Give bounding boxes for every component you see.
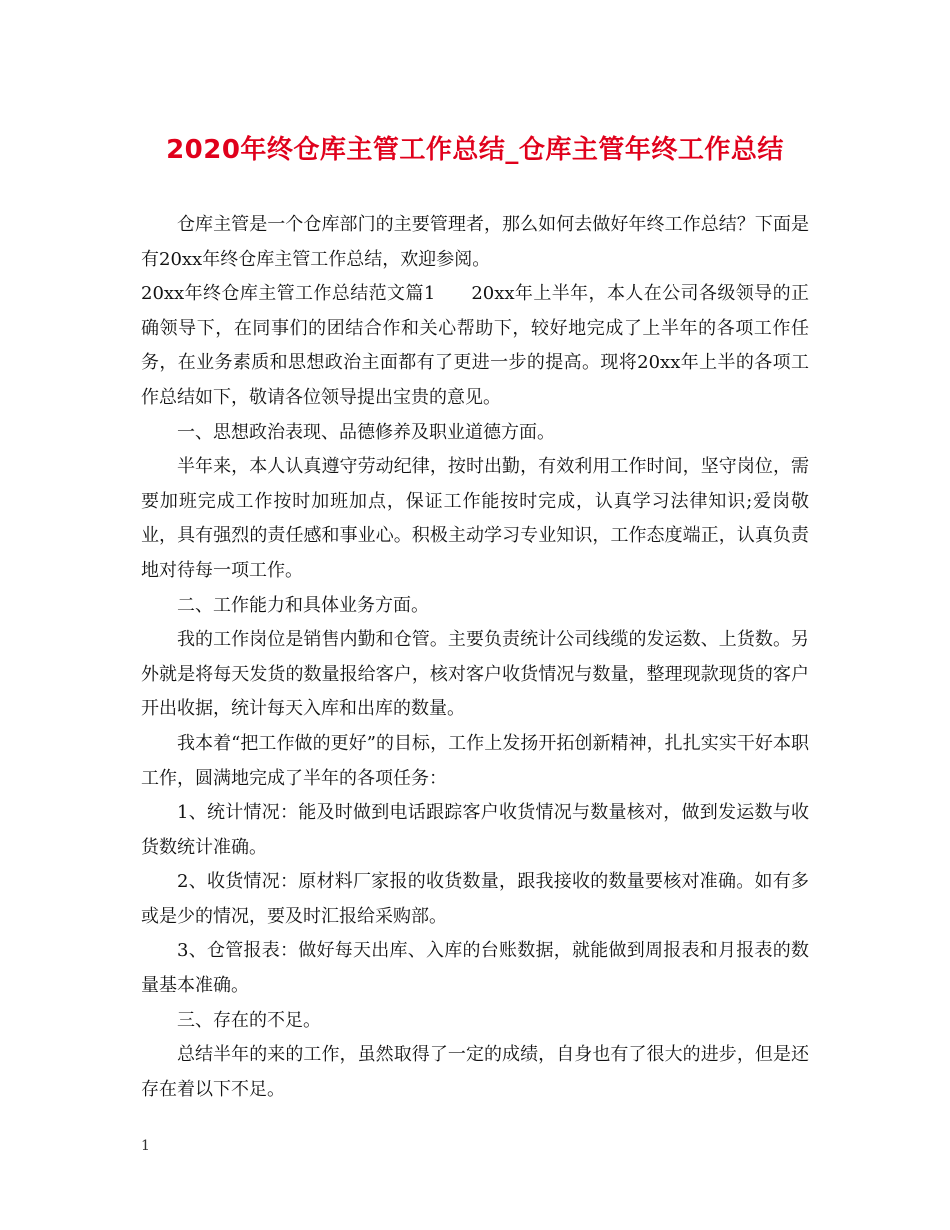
page-number: 1 — [141, 1138, 150, 1154]
document-body — [141, 208, 809, 1107]
paragraph-item-3: 3、仓管报表：做好每天出库、入库的台账数据，就能做到周报表和月报表的数量基本准确。 — [141, 940, 809, 997]
paragraph-goal: 我本着“把工作做的更好”的目标，工作上发扬开拓创新精神，扎扎实实干好本职工作，圆满地完成了半年的各项任务： — [141, 732, 809, 789]
paragraph-job-duties: 我的工作岗位是销售内勤和仓管。主要负责统计公司线缆的发运数、上货数。另外就是将每天发货的数量报给客户，核对客户收货情况与数量，整理现款现货的客户开出收据，统计每天入库和出库的数量。 — [141, 629, 809, 720]
paragraph-lead-text: 20xx年终仓库主管工作总结范文篇1 — [141, 283, 436, 305]
paragraph-item-1: 1、统计情况：能及时做到电话跟踪客户收货情况与数量核对，做到发运数与收货数统计准确。 — [141, 802, 809, 858]
paragraph-item-2: 2、收货情况：原材料厂家报的收货数量，跟我接收的数量要核对准确。如有多或是少的情况，要及时汇报给采购部。 — [141, 871, 809, 927]
paragraph-heading-3: 三、存在的不足。 — [177, 1009, 321, 1031]
paragraph-heading-1: 一、思想政治表现、品德修养及职业道德方面。 — [177, 421, 555, 443]
paragraph-section-heading-with-body — [141, 277, 809, 415]
paragraph-attitude: 半年来，本人认真遵守劳动纪律，按时出勤，有效利用工作时间，坚守岗位，需要加班完成工作按时加班加点，保证工作能按时完成，认真学习法律知识;爱岗敬业，具有强烈的责任感和事业心。积极主动学习专业知识，工作态度端正，认真负责地对待每一项工作。 — [141, 456, 809, 581]
paragraph-shortcomings: 总结半年的来的工作，虽然取得了一定的成绩，自身也有了很大的进步，但是还存在着以下不足。 — [141, 1044, 809, 1100]
paragraph-heading-2: 二、工作能力和具体业务方面。 — [177, 594, 429, 616]
paragraph-intro: 仓库主管是一个仓库部门的主要管理者，那么如何去做好年终工作总结？下面是有20xx年终仓库主管工作总结，欢迎参阅。 — [141, 214, 809, 270]
document-title: 2020年终仓库主管工作总结_仓库主管年终工作总结 — [166, 135, 784, 165]
paragraph-body-text: 20xx年上半年，本人在公司各级领导的正确领导下，在同事们的团结合作和关心帮助下，较好地完成了上半年的各项工作任务，在业务素质和思想政治主面都有了更进一步的提高。现将20xx年上半的各项工作总结如下，敬请各位领导提出宝贵的意见。 — [141, 283, 809, 408]
